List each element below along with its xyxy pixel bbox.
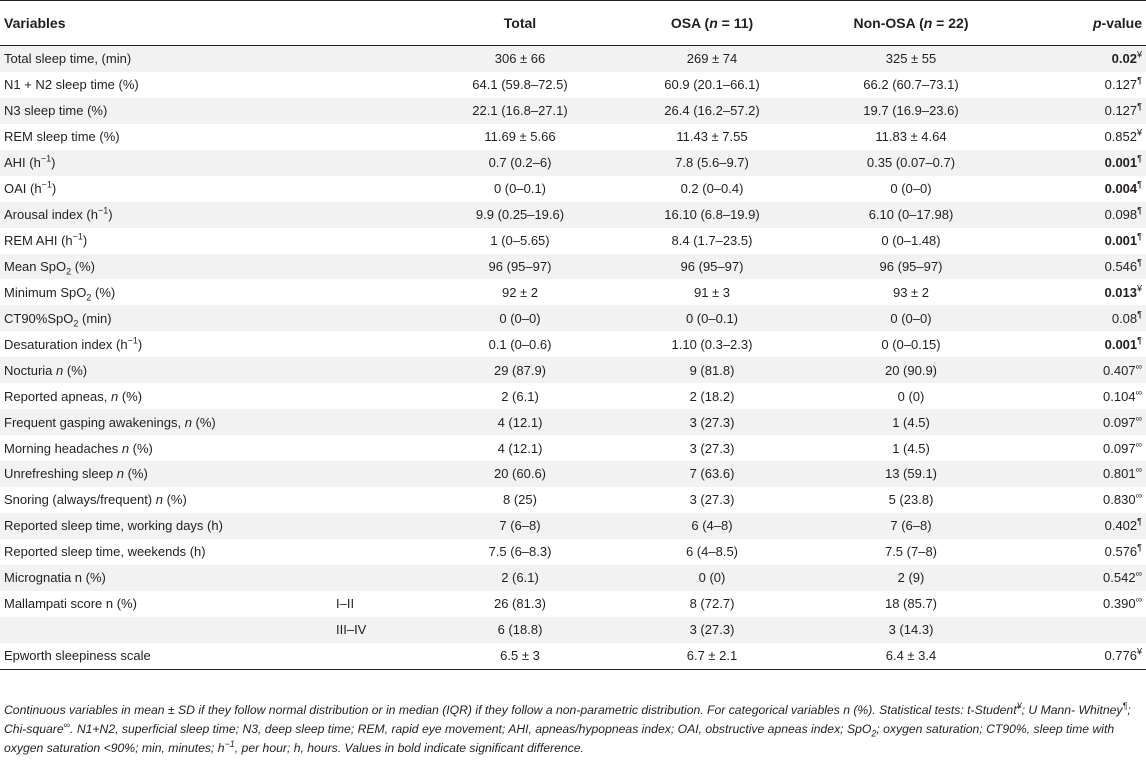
cell-p-value: 0.542∞: [1014, 565, 1146, 591]
cell-variable: [0, 46, 332, 72]
variable-suffix: (%): [63, 362, 88, 378]
cell-osa: 3 (27.3): [616, 617, 808, 643]
cell-p-value: 0.097∞: [1103, 439, 1142, 456]
table-row: [0, 124, 1146, 150]
cell-subgroup: [332, 202, 424, 228]
cell-subgroup: [332, 383, 424, 409]
cell-non-osa: 325 ± 55: [808, 46, 1014, 72]
cell-p-value: 0.127¶: [1104, 76, 1142, 93]
variable-text: Total sleep time, (min): [4, 51, 132, 67]
cell-non-osa: 7.5 (7–8): [884, 544, 938, 560]
table-row: [0, 487, 1146, 513]
cell-subgroup: [332, 461, 424, 487]
variable-text: Frequent gasping awakenings,: [4, 414, 185, 430]
cell-non-osa: 13 (59.1): [808, 461, 1014, 487]
cell-total: 6 (18.8): [424, 617, 616, 643]
cell-variable: [0, 487, 332, 513]
cell-p-value: 0.402¶: [1014, 513, 1146, 539]
cell-variable: [0, 254, 332, 280]
cell-osa: 3 (27.3): [689, 492, 735, 508]
cell-total: 6.5 ± 3: [424, 643, 616, 669]
cell-variable: [0, 643, 332, 669]
cell-osa: 1.10 (0.3–2.3): [671, 336, 753, 352]
cell-non-osa: 66.2 (60.7–73.1): [863, 77, 959, 93]
cell-non-osa: 0 (0–0.15): [881, 336, 941, 352]
table-row: [0, 357, 1146, 383]
cell-total: 8 (25): [503, 492, 537, 508]
cell-total: 9.9 (0.25–19.6): [424, 202, 616, 228]
cell-non-osa: 0 (0–1.48): [881, 233, 941, 249]
variable-suffix: (%): [129, 440, 153, 456]
header-variables: Variables: [0, 1, 332, 46]
cell-subgroup: [332, 331, 424, 357]
table-row: [0, 72, 1146, 98]
cell-osa: 6 (4–8): [616, 513, 808, 539]
cell-variable: [0, 98, 332, 124]
table-row: [0, 46, 1146, 72]
cell-osa: 16.10 (6.8–19.9): [616, 202, 808, 228]
cell-total: 2 (6.1): [501, 388, 539, 404]
variable-text: CT90%SpO: [4, 310, 74, 326]
table-row: [0, 643, 1146, 669]
cell-subgroup: [332, 254, 424, 280]
cell-p-value: 0.776¥: [1014, 643, 1146, 669]
cell-osa: 60.9 (20.1–66.1): [664, 77, 760, 93]
cell-p-value: 0.390∞: [1103, 594, 1142, 612]
cell-total: 306 ± 66: [424, 46, 616, 72]
cell-p-value: 0.407∞: [1014, 357, 1146, 383]
cell-subgroup: [332, 565, 424, 591]
table-body: [0, 46, 1146, 670]
cell-osa: 6 (4–8.5): [685, 544, 739, 560]
variable-text: OAI (h: [4, 181, 42, 197]
cell-subgroup: III–IV: [332, 617, 424, 643]
cell-osa: 7.8 (5.6–9.7): [616, 150, 808, 176]
cell-p-value: 0.127¶: [1014, 98, 1146, 124]
cell-subgroup: [332, 305, 424, 331]
variable-text: N3 sleep time (%): [4, 103, 108, 119]
cell-p-value: 0.004¶: [1104, 179, 1142, 197]
cell-osa: 9 (81.8): [616, 357, 808, 383]
variable-text: Micrognatia n (%): [4, 570, 106, 586]
cell-non-osa: 1 (4.5): [808, 409, 1014, 435]
cell-osa: 26.4 (16.2–57.2): [616, 98, 808, 124]
cell-osa: 7 (63.6): [616, 461, 808, 487]
cell-variable: [0, 357, 332, 383]
variable-suffix: ): [137, 336, 143, 352]
table-row: [0, 591, 1146, 617]
table-footnote: Continuous variables in mean ± SD if they follow normal distribution or in median (IQR) if they follow a non-parametric distribution. For categorical variables n (%). Statistical tests: t-Student¥; U Mann- Whitney¶; Chi-square∞. N1+N2, superficial sleep time; N3, deep sleep time; REM, rapid eye movement; AHI, apneas/hypopneas index; OAI, obstructive apneas index; SpO$_2$; oxygen saturation; CT90%, sleep time with oxygen saturation <90%; min, minutes; $h^{-1}$, per hour; h, hours. Values in bold indicate significant difference.: [4, 700, 1131, 755]
variable-sup: −1: [40, 153, 52, 164]
header-osa: OSA (n = 11): [616, 1, 808, 46]
cell-p-value: 0.001¶: [1104, 335, 1142, 352]
variable-sup: −1: [41, 179, 52, 190]
cell-subgroup: [332, 409, 424, 435]
variable-text: Reported sleep time, weekends (h): [4, 544, 206, 560]
cell-non-osa: 0.35 (0.07–0.7): [808, 150, 1014, 176]
cell-total: 11.69 ± 5.66: [484, 129, 556, 145]
table-row: [0, 617, 1146, 643]
variable-suffix: (%): [118, 388, 143, 404]
variable-sup: −1: [72, 231, 83, 242]
cell-p-value: 0.001¶: [1104, 231, 1142, 249]
variable-text: REM AHI (h: [4, 233, 73, 249]
cell-p-value: 0.013¥: [1104, 283, 1142, 300]
header-non-osa: Non-OSA (n = 22): [808, 1, 1014, 46]
cell-variable: [0, 279, 332, 305]
cell-total: 0 (0–0.1): [493, 181, 547, 197]
cell-variable: [0, 513, 332, 539]
cell-osa: 3 (27.3): [689, 440, 735, 456]
variable-text: Reported apneas,: [4, 388, 111, 404]
cell-non-osa: 96 (95–97): [808, 254, 1014, 280]
cell-p-value: 0.001¶: [1014, 150, 1146, 176]
cell-total: 7 (6–8): [424, 513, 616, 539]
cell-variable: [0, 228, 332, 254]
cell-variable: [0, 565, 332, 591]
variable-italic: n: [184, 414, 192, 430]
cell-variable: [0, 150, 332, 176]
table-row: [0, 176, 1146, 202]
cell-total: 26 (81.3): [493, 596, 547, 612]
variable-text: N1 + N2 sleep time (%): [4, 77, 139, 93]
cell-p-value: 0.097∞: [1014, 409, 1146, 435]
variable-italic: n: [116, 466, 124, 482]
table-row: [0, 305, 1146, 331]
cell-total: 64.1 (59.8–72.5): [472, 77, 568, 93]
cell-non-osa: 18 (85.7): [884, 596, 938, 612]
table-row: [0, 254, 1146, 280]
cell-subgroup: [332, 435, 424, 461]
cell-osa: 0 (0–0.1): [616, 305, 808, 331]
cell-total: 92 ± 2: [501, 284, 539, 300]
cell-non-osa: 6.4 ± 3.4: [808, 643, 1014, 669]
cell-variable: [0, 539, 332, 565]
cell-total: 7.5 (6–8.3): [488, 544, 552, 560]
cell-variable: [0, 461, 332, 487]
cell-p-value: 0.104∞: [1103, 387, 1142, 404]
cell-variable: [0, 409, 332, 435]
cell-subgroup: [332, 643, 424, 669]
table-row: [0, 513, 1146, 539]
cell-subgroup: [332, 513, 424, 539]
cell-variable: [0, 305, 332, 331]
cell-total: 0 (0–0): [424, 305, 616, 331]
variable-sub: 2: [73, 318, 79, 329]
header-total: Total: [424, 1, 616, 46]
cell-non-osa: 0 (0–0): [890, 181, 932, 197]
cell-osa: 0 (0): [616, 565, 808, 591]
table-row: [0, 565, 1146, 591]
variable-text: AHI (h: [4, 155, 41, 171]
header-row: [0, 1, 1146, 46]
cell-osa: 3 (27.3): [616, 409, 808, 435]
cell-variable: [0, 591, 332, 617]
cell-subgroup: [332, 487, 424, 513]
variable-text: Snoring (always/frequent): [4, 492, 156, 508]
variable-sup: −1: [127, 335, 138, 346]
header-p-value: p-value: [1014, 1, 1146, 46]
cell-osa: 2 (18.2): [689, 388, 735, 404]
cell-p-value: 0.08¶: [1014, 305, 1146, 331]
cell-osa: 6.7 ± 2.1: [616, 643, 808, 669]
cell-subgroup: [332, 72, 424, 98]
variable-suffix: (%): [71, 258, 96, 274]
variable-suffix: ): [82, 233, 88, 249]
variable-italic: n: [121, 440, 130, 456]
cell-p-value: [1014, 617, 1146, 643]
cell-osa: 91 ± 3: [693, 284, 731, 300]
variable-suffix: ): [51, 181, 57, 197]
variable-suffix: (min): [78, 310, 112, 326]
table-row: [0, 150, 1146, 176]
cell-variable: [0, 176, 332, 202]
cell-variable: [0, 435, 332, 461]
cell-osa: 11.43 ± 7.55: [676, 129, 748, 145]
cell-p-value: 0.830∞: [1103, 491, 1142, 508]
cell-subgroup: [332, 357, 424, 383]
cell-variable: [0, 383, 332, 409]
cell-non-osa: 11.83 ± 4.64: [875, 129, 947, 145]
variable-sub: 2: [86, 292, 92, 303]
variable-suffix: (%): [191, 414, 216, 430]
cell-total: 29 (87.9): [424, 357, 616, 383]
header-blank: [332, 1, 424, 46]
cell-subgroup: [332, 279, 424, 305]
cell-non-osa: 0 (0–0): [808, 305, 1014, 331]
cell-subgroup: [332, 150, 424, 176]
variable-text: Arousal index (h: [4, 207, 98, 223]
cell-non-osa: 20 (90.9): [808, 357, 1014, 383]
variable-text: REM sleep time (%): [4, 129, 120, 145]
cell-osa: 8 (72.7): [689, 596, 735, 612]
cell-variable: [0, 124, 332, 150]
cell-non-osa: 5 (23.8): [888, 492, 934, 508]
variable-text: Epworth sleepiness scale: [4, 648, 151, 664]
variable-suffix: (%): [91, 284, 116, 300]
variable-sup: −1: [97, 205, 109, 216]
cell-total: 0.7 (0.2–6): [424, 150, 616, 176]
variable-text: Minimum SpO: [4, 284, 87, 300]
cell-total: 0.1 (0–0.6): [488, 336, 552, 352]
cell-subgroup: [332, 124, 424, 150]
cell-p-value: 0.02¥: [1014, 46, 1146, 72]
cell-p-value: 0.546¶: [1014, 254, 1146, 280]
cell-non-osa: 7 (6–8): [808, 513, 1014, 539]
cell-subgroup: [332, 46, 424, 72]
cell-osa: 269 ± 74: [616, 46, 808, 72]
variable-italic: n: [56, 362, 64, 378]
variable-suffix: ): [51, 155, 56, 171]
table-row: [0, 461, 1146, 487]
variable-suffix: (%): [123, 466, 148, 482]
cell-non-osa: 19.7 (16.9–23.6): [808, 98, 1014, 124]
table-row: [0, 279, 1146, 305]
cell-subgroup: [332, 228, 424, 254]
cell-total: 4 (12.1): [424, 409, 616, 435]
cell-total: 96 (95–97): [424, 254, 616, 280]
cell-non-osa: 3 (14.3): [808, 617, 1014, 643]
cell-osa: 8.4 (1.7–23.5): [671, 233, 753, 249]
variable-text: Desaturation index (h: [4, 336, 128, 352]
variable-text: Unrefreshing sleep: [4, 466, 117, 482]
cell-subgroup: [332, 539, 424, 565]
cell-p-value: 0.801∞: [1014, 461, 1146, 487]
table-row: [0, 98, 1146, 124]
cell-variable: [0, 617, 332, 643]
variable-italic: n: [155, 492, 163, 508]
table-row: [0, 435, 1146, 461]
table-row: [0, 202, 1146, 228]
cell-p-value: 0.852¥: [1104, 127, 1142, 145]
cell-total: 1 (0–5.65): [490, 233, 550, 249]
cell-osa: 0.2 (0–0.4): [680, 181, 744, 197]
cell-variable: [0, 202, 332, 228]
cell-total: 4 (12.1): [497, 440, 543, 456]
variable-suffix: ): [108, 207, 113, 223]
table-row: [0, 539, 1146, 565]
cell-subgroup: [332, 176, 424, 202]
cell-variable: [0, 72, 332, 98]
cell-subgroup: I–II: [336, 596, 355, 612]
cell-non-osa: 6.10 (0–17.98): [808, 202, 1014, 228]
cell-total: 20 (60.6): [424, 461, 616, 487]
cell-non-osa: 0 (0): [897, 388, 925, 404]
table-row: [0, 228, 1146, 254]
cell-total: 22.1 (16.8–27.1): [424, 98, 616, 124]
table-row: [0, 331, 1146, 357]
table-row: [0, 409, 1146, 435]
variable-suffix: (%): [162, 492, 187, 508]
cell-subgroup: [332, 98, 424, 124]
variable-sub: 2: [66, 266, 72, 277]
variable-text: Nocturia: [4, 362, 57, 378]
cell-osa: 96 (95–97): [616, 254, 808, 280]
variable-text: Mean SpO: [4, 258, 67, 274]
table-row: [0, 383, 1146, 409]
cell-variable: [0, 331, 332, 357]
cell-p-value: 0.098¶: [1014, 202, 1146, 228]
variable-text: Mallampati score n (%): [4, 596, 137, 612]
variable-text: Morning headaches: [4, 440, 122, 456]
cell-non-osa: 93 ± 2: [892, 284, 930, 300]
variable-text: Reported sleep time, working days (h): [4, 518, 223, 534]
variable-italic: n: [110, 388, 119, 404]
cell-p-value: 0.576¶: [1104, 542, 1142, 560]
cell-total: 2 (6.1): [424, 565, 616, 591]
cell-non-osa: 2 (9): [808, 565, 1014, 591]
cell-non-osa: 1 (4.5): [892, 440, 930, 456]
